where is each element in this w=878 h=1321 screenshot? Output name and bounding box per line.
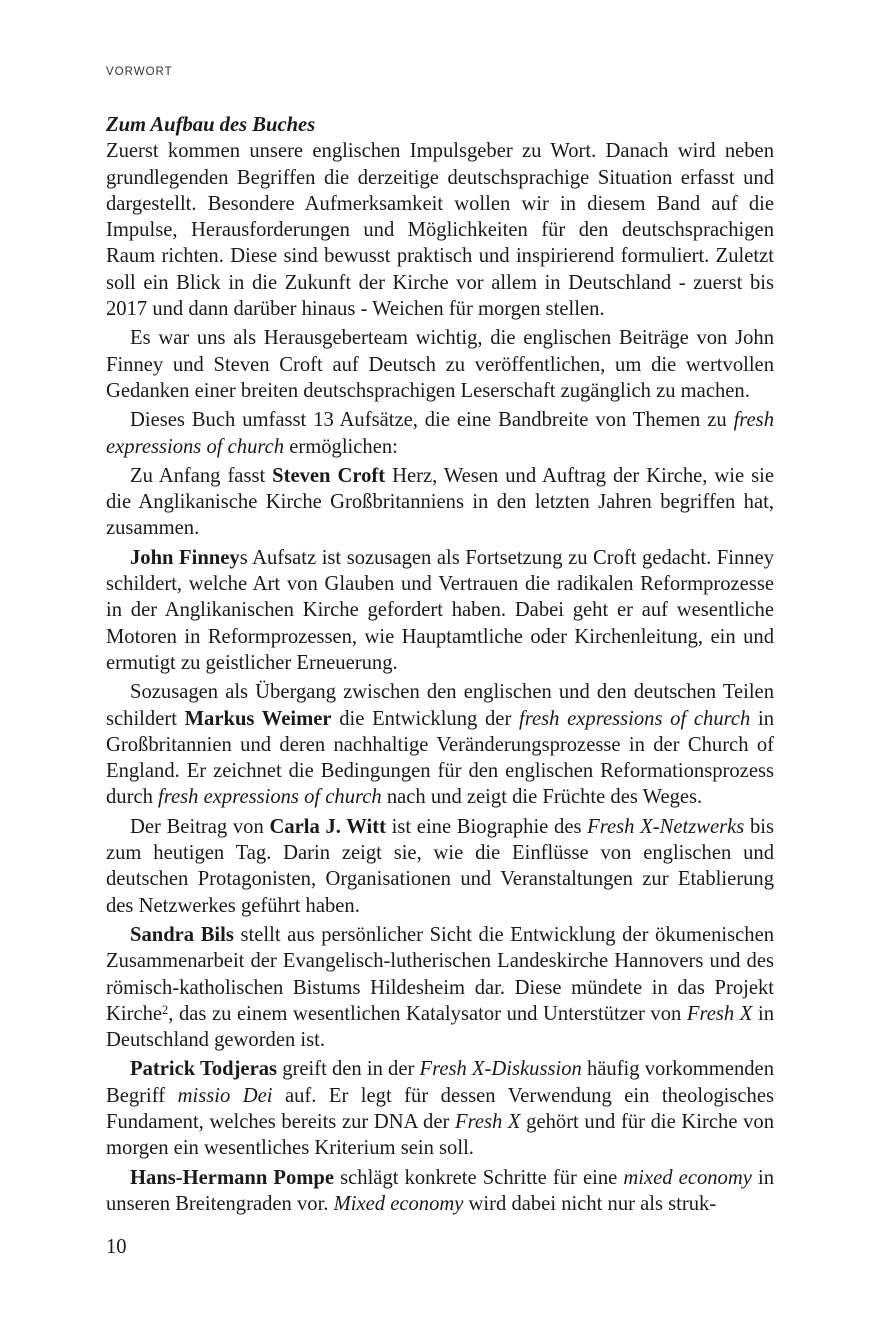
author-name: Steven Croft	[272, 464, 386, 487]
text-run: Dieses Buch umfasst 13 Aufsätze, die eine Bandbreite von Themen zu	[130, 409, 734, 432]
author-name: Markus Weimer	[184, 707, 332, 730]
text-run: Es war uns als Herausgeberteam wichtig, die englischen Beiträge von John Finney und Steven Croft auf Deutsch zu veröffentlichen, um die wertvollen Gedanken einer breiten deutschsprachigen Leserschaft zugänglich zu machen.	[106, 327, 774, 402]
page-number: 10	[106, 1236, 127, 1258]
text-run: Herz, Wesen und Auftrag der Kirche, wie sie die Anglikanische Kirche Großbritanniens in den letzten Jahren begriffen hat, zusammen.	[106, 464, 774, 540]
text-run: häufig vorkommenden Begriff	[106, 1058, 774, 1107]
author-name: Patrick Todjeras	[130, 1058, 278, 1081]
text-run: Zu Anfang fasst	[130, 464, 273, 487]
italic-term: Mixed economy	[333, 1192, 464, 1215]
paragraph	[106, 545, 774, 676]
text-run: nach und zeigt die Früchte des Weges.	[381, 786, 703, 809]
text-run: in Großbritannien und deren nachhaltige Veränderungsprozesse in der Church of England. Er zeichnet die Bedingungen für den englischen Reformationsprozess durch	[106, 707, 775, 809]
italic-term: Fresh X	[686, 1002, 753, 1025]
text-run: Der Beitrag von	[130, 815, 270, 838]
author-name: Carla J. Witt	[269, 815, 386, 838]
section-heading: Zum Aufbau des Buches	[106, 114, 316, 136]
text-run: in unseren Breitengraden vor.	[106, 1166, 774, 1215]
paragraph	[106, 1165, 774, 1218]
text-run: , das zu einem wesentlichen Katalysator und Unterstützer von	[168, 1002, 687, 1025]
paragraph	[106, 679, 774, 810]
italic-term: fresh expressions of church	[519, 707, 751, 730]
paragraph	[106, 1056, 774, 1161]
italic-term: fresh expressions of church	[158, 786, 382, 809]
text-run: die Entwicklung der	[331, 707, 520, 730]
paragraph	[106, 138, 774, 322]
italic-term: Fresh X-Netzwerks	[587, 815, 745, 838]
text-run: in Deutschland geworden ist.	[106, 1002, 775, 1052]
running-head: VORWORT	[106, 66, 173, 78]
author-name: Hans-Hermann Pompe	[130, 1166, 335, 1189]
italic-term: Fresh X-Diskussion	[419, 1058, 582, 1081]
paragraph	[106, 325, 774, 404]
body-text	[106, 112, 774, 1217]
text-run: ist eine Biographie des	[385, 815, 588, 838]
text-run: auf. Er legt für dessen Verwendung ein theologisches Fundament, welches bereits zur DNA der	[106, 1084, 775, 1133]
text-run: s Aufsatz ist sozusagen als Fortsetzung zu Croft gedacht. Finney schildert, welche Art von Glauben und Vertrauen die radikalen Reformprozesse in der Anglikanischen Kirche gefordert haben. Dabei geht er auf wesentliche Motoren in Reformprozessen, wie Hauptamtliche oder Kirchenleitung, ein und ermutigt zu geistlicher Erneuerung.	[106, 546, 774, 674]
italic-term: Fresh X	[455, 1110, 521, 1133]
paragraph	[106, 407, 774, 460]
italic-term: fresh expressions of church	[106, 409, 774, 458]
text-run: Sozusagen als Übergang zwischen den englischen und den deutschen Teilen schildert	[106, 681, 774, 730]
paragraph	[106, 463, 774, 542]
text-run: wird dabei nicht nur als struk-	[463, 1192, 717, 1215]
italic-term: mixed economy	[623, 1166, 752, 1189]
text-run: Zuerst kommen unsere englischen Impulsgeber zu Wort. Danach wird neben grundlegenden Begriffen die derzeitige deutschsprachige Situation erfasst und dargestellt. Besondere Aufmerksamkeit wollen wir in diesem Band auf die Impulse, Herausforderungen und Möglichkeiten für den deutschsprachigen Raum richten. Diese sind bewusst praktisch und inspirierend formuliert. Zuletzt soll ein Blick in die Zukunft der Kirche vor allem in Deutschland - zuerst bis 2017 und dann darüber hinaus - Weichen für morgen stellen.	[106, 140, 774, 321]
text-run: bis zum heutigen Tag. Darin zeigt sie, wie die Einflüsse von englischen und deutschen Protagonisten, Organisationen und Veranstaltungen zur Etablierung des Netzwerkes geführt haben.	[106, 815, 774, 917]
author-name: John Finney	[130, 546, 240, 569]
text-run: stellt aus persönlicher Sicht die Entwicklung der ökumenischen Zusammenarbeit der Evangelisch-lutherischen Landeskirche Hannovers und des römisch-katholischen Bistums Hildesheim dar. Diese mündete in das Projekt Kirche	[106, 923, 775, 1025]
italic-term: missio Dei	[177, 1084, 273, 1107]
paragraph	[106, 922, 774, 1053]
superscript: 2	[162, 1002, 169, 1017]
text-run: schlägt konkrete Schritte für eine	[334, 1166, 624, 1189]
paragraph-list	[106, 138, 774, 1217]
text-run: gehört und für die Kirche von morgen ein wesentliches Kriterium sein soll.	[106, 1110, 774, 1160]
text-run: ermöglichen:	[284, 435, 398, 458]
paragraph	[106, 814, 774, 919]
author-name: Sandra Bils	[130, 923, 234, 946]
text-run: greift den in der	[277, 1058, 420, 1081]
